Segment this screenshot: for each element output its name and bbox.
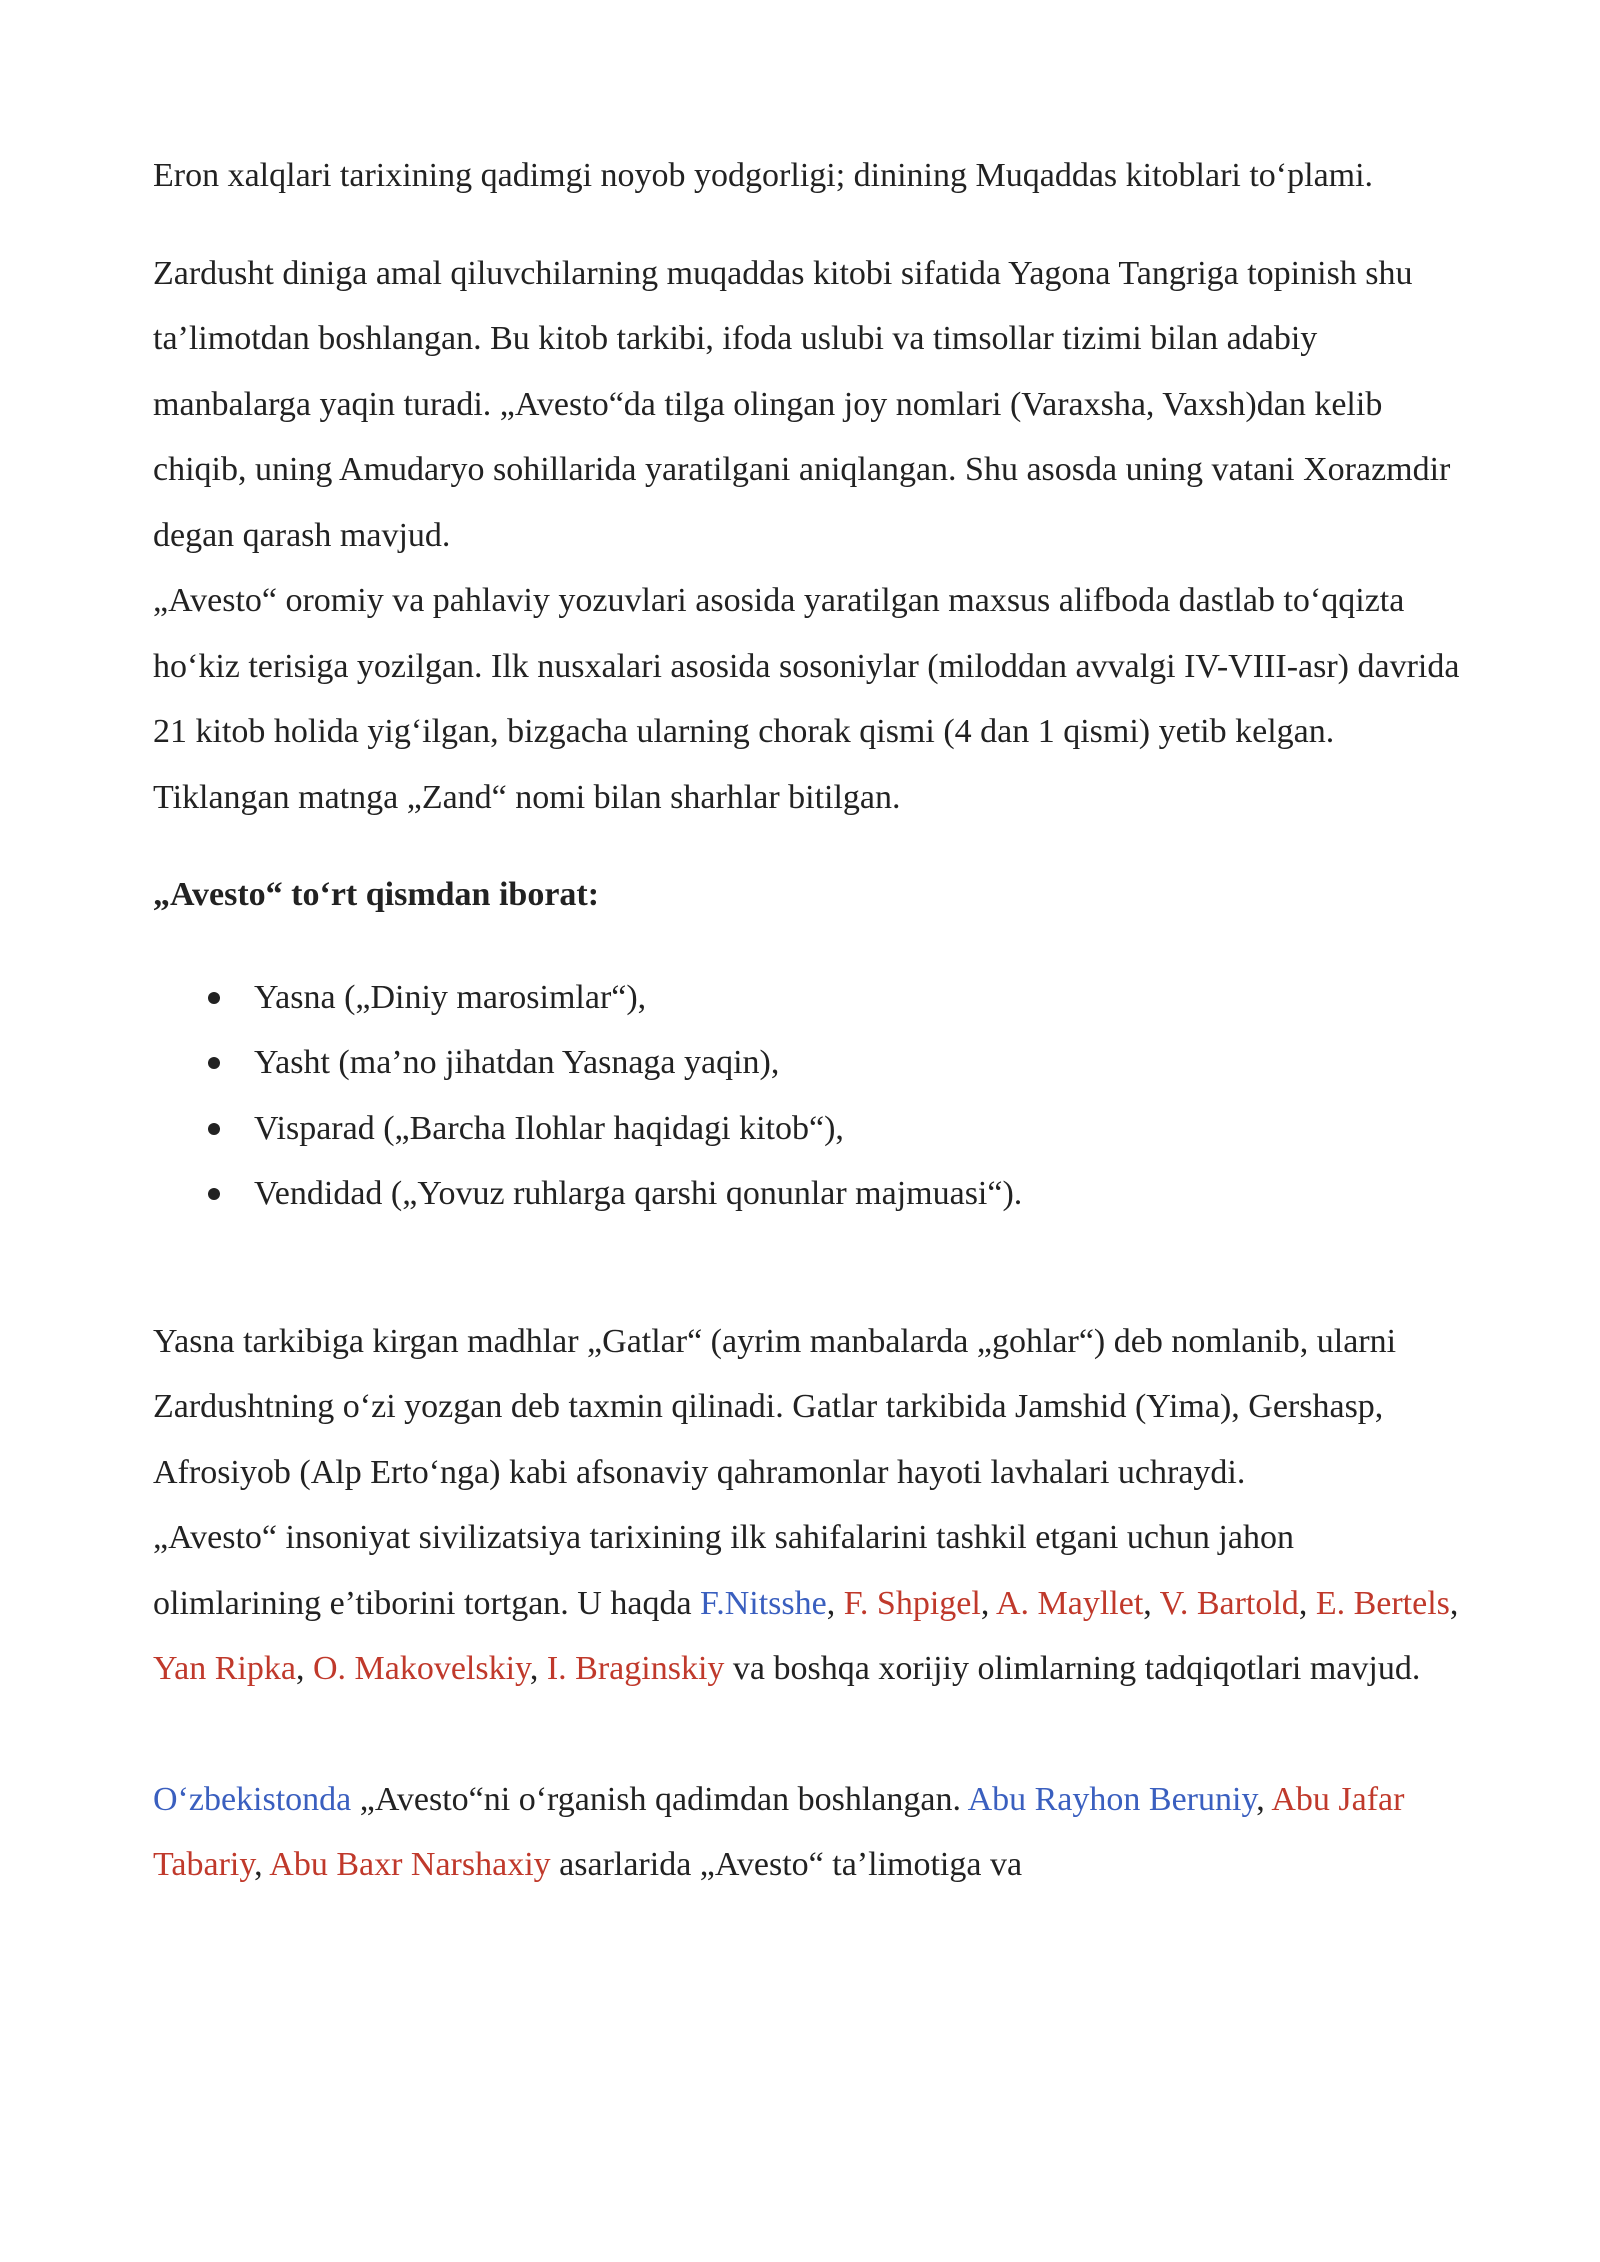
list-item — [153, 1096, 1463, 1162]
list-item — [153, 1030, 1463, 1096]
separator: , — [295, 1650, 313, 1687]
list-item-text: Yasna („Diniy marosimlar“), — [254, 978, 647, 1016]
zoroastrian-paragraph: Zardusht diniga amal qiluvchilarning muqaddas kitobi sifatida Yagona Tangriga topinish shu ta’limotdan boshlangan. Bu kitob tarkibi, ifoda uslubi va timsollar tizimi bilan adabiy manbalarga yaqin turadi. „Avesto“da tilga olingan joy nomlari (Varaxsha, Vaxsh)dan kelib chiqib, uning Amudaryo sohillarida yaratilgani aniqlangan. Shu asosda uning vatani Xorazmdir degan qarash mavjud. — [153, 254, 1451, 554]
gathas-paragraph: Yasna tarkibiga kirgan madhlar „Gatlar“ (ayrim manbalarda „gohlar“) deb nomlanib, ularni Zardushtning o‘zi yozgan deb taxmin qilinadi. Gatlar tarkibida Jamshid (Yima), Gershasp, Afrosiyob (Alp Erto‘nga) kabi afsonaviy qahramonlar hayoti lavhalari uchraydi. — [153, 1322, 1397, 1491]
bullet-icon — [208, 1123, 220, 1135]
scholars-intro-text: „Avesto“ insoniyat sivilizatsiya tarixining ilk sahifalarini tashkil etgani uchun jahon olimlarining e’tiborini tortgan. U haqda — [153, 1519, 1294, 1622]
tabariy-link[interactable]: Abu Jafar Tabariy — [153, 1780, 1405, 1883]
uzbekistan-link[interactable]: O‘zbekistonda — [153, 1780, 352, 1818]
gathas-section — [153, 1309, 1463, 1702]
separator: , — [980, 1584, 996, 1622]
narshaxiy-link[interactable]: Abu Baxr Narshaxiy — [269, 1846, 551, 1883]
scholars-outro-text: va boshqa xorijiy olimlarning tadqiqotlari mavjud. — [724, 1650, 1421, 1687]
scholar-link-makovelskiy[interactable]: O. Makovelskiy — [312, 1650, 530, 1687]
list-item — [153, 965, 1463, 1031]
bullet-icon — [208, 1188, 220, 1200]
separator: , — [1298, 1584, 1316, 1622]
scholar-link-shpigel[interactable]: F. Shpigel — [843, 1584, 981, 1622]
list-item-text: Yasht (ma’no jihatdan Yasnaga yaqin), — [254, 1044, 780, 1081]
manuscript-paragraph: „Avesto“ oromiy va pahlaviy yozuvlari asosida yaratilgan maxsus alifboda dastlab to‘qqizta ho‘kiz terisiga yozilgan. Ilk nusxalari asosida sosoniylar (miloddan avvalgi IV-VIII-asr) davrida 21 kitob holida yig‘ilgan, bizgacha ularning chorak qismi (4 dan 1 qismi) yetib kelgan. Tiklangan matnga „Zand“ nomi bilan sharhlar bitilgan. — [153, 582, 1460, 816]
list-item-text: Vendidad („Yovuz ruhlarga qarshi qonunlar majmuasi“). — [254, 1175, 1023, 1212]
separator: , — [1256, 1780, 1272, 1818]
document-body — [153, 143, 1463, 1898]
separator: , — [1143, 1584, 1160, 1622]
scholar-link-ripka[interactable]: Yan Ripka — [153, 1650, 296, 1687]
uzbekistan-outro-text: asarlarida „Avesto“ ta’limotiga va — [550, 1846, 1023, 1883]
bullet-icon — [208, 1057, 220, 1069]
scholar-link-bartold[interactable]: V. Bartold — [1159, 1584, 1299, 1622]
beruniy-link[interactable]: Abu Rayhon Beruniy — [967, 1780, 1257, 1818]
parts-heading: „Avesto“ to‘rt qismdan iborat: — [153, 876, 600, 913]
scholar-link-mayllet[interactable]: A. Mayllet — [995, 1584, 1144, 1622]
separator: , — [826, 1584, 844, 1622]
separator: , — [529, 1650, 547, 1687]
scholar-link-braginskiy[interactable]: I. Braginskiy — [546, 1650, 725, 1687]
separator: , — [1449, 1584, 1459, 1622]
uzbekistan-paragraph — [153, 1767, 1463, 1898]
separator: , — [254, 1846, 270, 1883]
scholars-paragraph — [153, 1505, 1463, 1702]
history-section — [153, 241, 1463, 831]
uzbekistan-text: „Avesto“ni o‘rganish qadimdan boshlangan. — [351, 1780, 968, 1818]
intro-paragraph: Eron xalqlari tarixining qadimgi noyob yodgorligi; dinining Muqaddas kitoblari to‘plami. — [153, 157, 1374, 194]
scholar-link-nitsshe[interactable]: F.Nitsshe — [700, 1584, 827, 1622]
bullet-icon — [208, 992, 220, 1004]
list-item — [153, 1161, 1463, 1227]
scholar-link-bertels[interactable]: E. Bertels — [1315, 1584, 1450, 1622]
list-item-text: Visparad („Barcha Ilohlar haqidagi kitob“), — [254, 1109, 844, 1147]
parts-list — [153, 965, 1463, 1227]
